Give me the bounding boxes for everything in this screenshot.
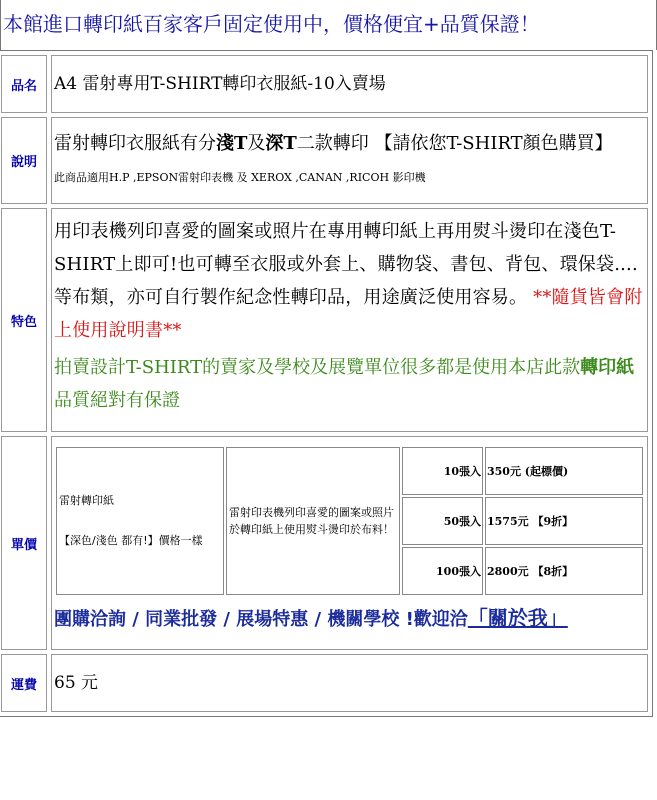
price-product-note: 【深色/淺色 都有!】價格一樣 <box>59 534 203 547</box>
description-cell <box>51 117 648 204</box>
desc-light-t: 淺T <box>216 133 248 154</box>
label-feature: 特色 <box>1 208 47 432</box>
feature-note: **隨貨皆會附上使用說明書** <box>54 287 643 341</box>
tier-price: 350元 (起標價) <box>485 447 643 495</box>
guarantee-bold: 轉印紙 <box>580 357 635 378</box>
contact-label: 團購洽詢 / 同業批發 / 展場特惠 / 機關學校 !歡迎洽 <box>54 609 468 630</box>
desc-post: 二款轉印 【請依您T-SHIRT顏色購買】 <box>296 133 613 154</box>
price-usage: 雷射印表機列印喜愛的圖案或照片於轉印紙上使用熨斗燙印於布料！ <box>226 447 400 595</box>
product-name: A4 雷射專用T-SHIRT轉印衣服紙-10入賣場 <box>51 55 648 113</box>
feature-guarantee <box>54 347 645 431</box>
row-feature <box>1 208 648 432</box>
tier-price: 2800元 【8折】 <box>485 547 643 595</box>
guarantee-post: 品質絕對有保證 <box>54 390 180 411</box>
product-info-table <box>0 50 653 717</box>
label-price: 單價 <box>1 436 47 650</box>
tier-qty: 50張入 <box>402 497 483 545</box>
promo-banner: 本館進口轉印紙百家客戶固定使用中，價格便宜+品質保證！ <box>0 0 657 50</box>
desc-and: 及 <box>247 133 266 154</box>
row-product-name <box>1 55 648 113</box>
guarantee-pre: 拍賣設計T-SHIRT的賣家及學校及展覽單位很多都是使用本店此款 <box>54 357 581 378</box>
tier-qty: 100張入 <box>402 547 483 595</box>
contact-text <box>54 601 645 649</box>
shipping-fee: 65 元 <box>51 654 648 712</box>
feature-text <box>54 209 645 347</box>
feature-main: 用印表機列印喜愛的圖案或照片在專用轉印紙上再用熨斗燙印在淺色T-SHIRT上即可!也可轉至衣服或外套上、購物袋、書包、背包、環保袋....等布類，亦可自行製作紀念性轉印品，用途廣泛使用容易。 <box>54 221 638 308</box>
price-product-name: 雷射轉印紙 <box>59 494 114 507</box>
tier-price: 1575元 【9折】 <box>485 497 643 545</box>
label-product-name: 品名 <box>1 55 47 113</box>
desc-pre: 雷射轉印衣服紙有分 <box>54 133 216 154</box>
about-me-link[interactable]: 「關於我」 <box>467 606 568 630</box>
compatibility-note: 此商品適用H.P ,EPSON雷射印表機 及 XEROX ,CANAN ,RICOH 影印機 <box>54 171 426 184</box>
label-description: 說明 <box>1 117 47 204</box>
tier-qty: 10張入 <box>402 447 483 495</box>
description-text <box>54 118 645 159</box>
price-row-1 <box>56 447 643 495</box>
row-shipping <box>1 654 648 712</box>
feature-cell <box>51 208 648 432</box>
price-cell <box>51 436 648 650</box>
price-product <box>56 447 224 595</box>
desc-dark-t: 深T <box>265 133 297 154</box>
price-table <box>54 445 645 597</box>
label-shipping: 運費 <box>1 654 47 712</box>
row-price <box>1 436 648 650</box>
row-description <box>1 117 648 204</box>
